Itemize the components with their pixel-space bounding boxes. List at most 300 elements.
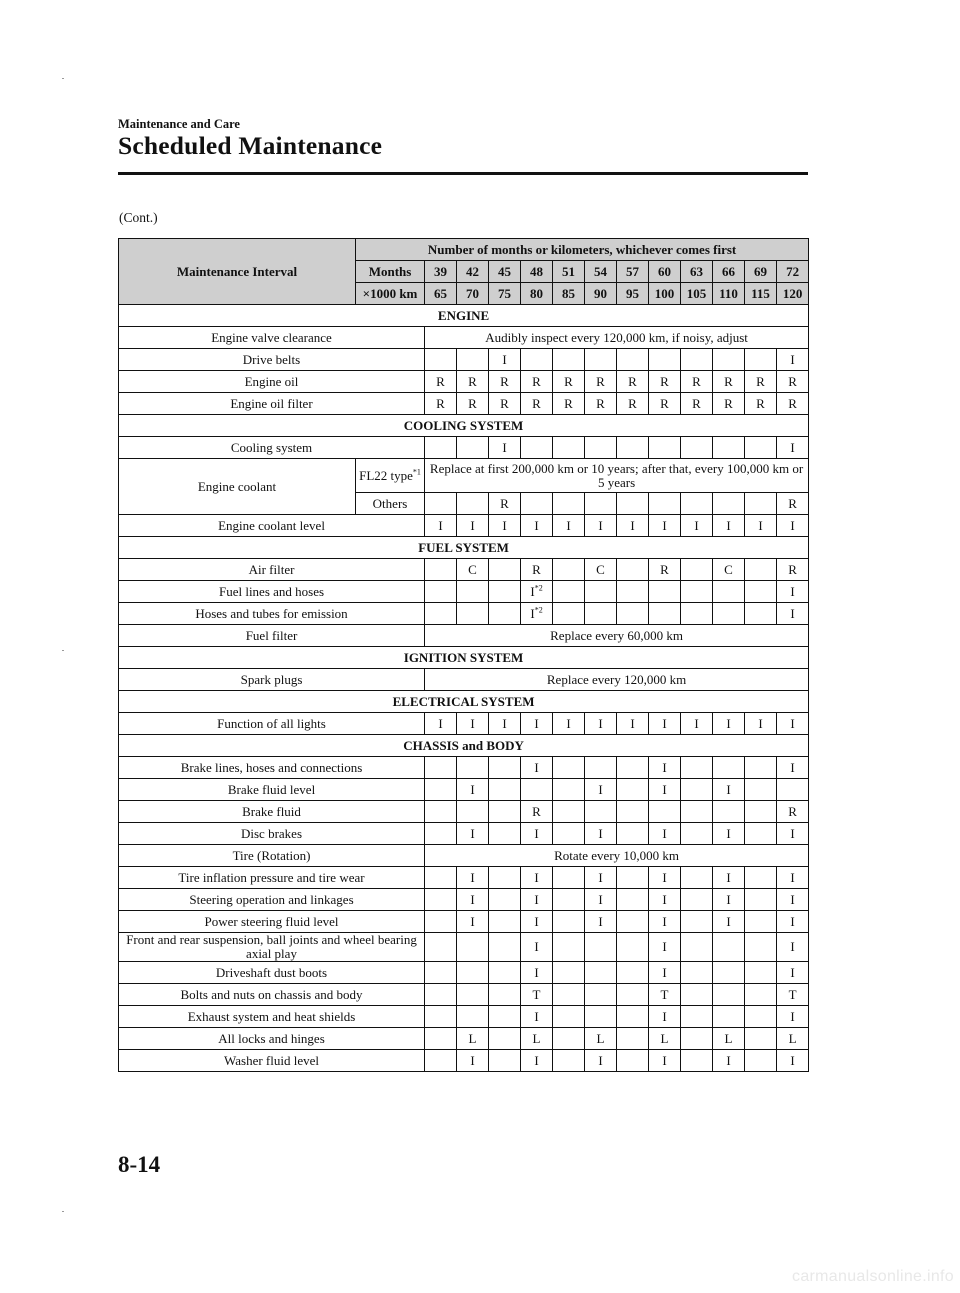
schedule-cell bbox=[489, 984, 521, 1006]
schedule-cell bbox=[585, 801, 617, 823]
schedule-cell bbox=[681, 349, 713, 371]
row-label: Tire (Rotation) bbox=[119, 845, 425, 867]
schedule-cell: R bbox=[745, 393, 777, 415]
schedule-cell: I bbox=[649, 933, 681, 962]
schedule-cell: I bbox=[777, 1006, 809, 1028]
schedule-cell: I bbox=[521, 713, 553, 735]
schedule-cell bbox=[617, 779, 649, 801]
schedule-cell bbox=[553, 933, 585, 962]
month-value: 48 bbox=[521, 261, 553, 283]
span-note: Replace every 120,000 km bbox=[425, 669, 809, 691]
schedule-cell bbox=[681, 962, 713, 984]
schedule-cell: R bbox=[617, 371, 649, 393]
schedule-cell: I bbox=[457, 515, 489, 537]
row-label: Brake fluid level bbox=[119, 779, 425, 801]
schedule-cell: I bbox=[777, 349, 809, 371]
schedule-cell: I bbox=[649, 1006, 681, 1028]
schedule-cell: I bbox=[745, 515, 777, 537]
schedule-cell: I bbox=[521, 515, 553, 537]
schedule-cell: I bbox=[713, 911, 745, 933]
schedule-cell bbox=[745, 757, 777, 779]
schedule-cell: R bbox=[457, 393, 489, 415]
schedule-cell: R bbox=[553, 371, 585, 393]
schedule-cell: I bbox=[521, 1050, 553, 1072]
schedule-cell: R bbox=[425, 371, 457, 393]
month-value: 69 bbox=[745, 261, 777, 283]
schedule-cell: I bbox=[649, 757, 681, 779]
schedule-cell bbox=[553, 559, 585, 581]
schedule-cell bbox=[681, 984, 713, 1006]
row-label: Exhaust system and heat shields bbox=[119, 1006, 425, 1028]
schedule-cell bbox=[489, 801, 521, 823]
schedule-cell: I bbox=[521, 933, 553, 962]
schedule-cell: I bbox=[649, 889, 681, 911]
schedule-cell bbox=[681, 911, 713, 933]
schedule-cell bbox=[617, 867, 649, 889]
cell-value: I bbox=[530, 605, 535, 621]
schedule-cell bbox=[681, 559, 713, 581]
schedule-cell bbox=[457, 581, 489, 603]
km-value: 80 bbox=[521, 283, 553, 305]
schedule-cell: I bbox=[489, 437, 521, 459]
registration-mark bbox=[62, 78, 64, 79]
schedule-cell: R bbox=[649, 371, 681, 393]
row-label: Driveshaft dust boots bbox=[119, 962, 425, 984]
row-label: Air filter bbox=[119, 559, 425, 581]
cell-value: I bbox=[530, 583, 535, 599]
section-heading: CHASSIS and BODY bbox=[119, 735, 809, 757]
schedule-cell bbox=[745, 1028, 777, 1050]
schedule-cell: I bbox=[425, 713, 457, 735]
schedule-cell: C bbox=[457, 559, 489, 581]
month-value: 66 bbox=[713, 261, 745, 283]
km-value: 100 bbox=[649, 283, 681, 305]
schedule-cell: R bbox=[585, 393, 617, 415]
schedule-cell bbox=[745, 1006, 777, 1028]
schedule-cell bbox=[713, 437, 745, 459]
schedule-cell bbox=[649, 437, 681, 459]
row-label: Fuel lines and hoses bbox=[119, 581, 425, 603]
schedule-cell: I bbox=[649, 911, 681, 933]
schedule-cell: I bbox=[457, 889, 489, 911]
schedule-cell: I bbox=[649, 713, 681, 735]
row-label: Engine coolant level bbox=[119, 515, 425, 537]
schedule-cell: I bbox=[617, 713, 649, 735]
row-label: Spark plugs bbox=[119, 669, 425, 691]
schedule-cell: R bbox=[777, 801, 809, 823]
schedule-cell bbox=[585, 349, 617, 371]
schedule-cell: I bbox=[521, 889, 553, 911]
row-label: Engine valve clearance bbox=[119, 327, 425, 349]
schedule-cell bbox=[617, 757, 649, 779]
schedule-cell: I bbox=[713, 713, 745, 735]
schedule-cell: R bbox=[713, 371, 745, 393]
schedule-cell bbox=[553, 1050, 585, 1072]
schedule-cell: I bbox=[777, 889, 809, 911]
schedule-cell bbox=[713, 581, 745, 603]
schedule-cell bbox=[681, 757, 713, 779]
schedule-cell bbox=[457, 801, 489, 823]
schedule-cell: R bbox=[521, 801, 553, 823]
schedule-cell bbox=[489, 757, 521, 779]
registration-mark bbox=[62, 650, 64, 651]
schedule-cell: R bbox=[521, 393, 553, 415]
schedule-cell bbox=[489, 962, 521, 984]
schedule-cell: L bbox=[457, 1028, 489, 1050]
row-label: Brake fluid bbox=[119, 801, 425, 823]
schedule-cell: I bbox=[713, 515, 745, 537]
schedule-cell bbox=[745, 779, 777, 801]
schedule-cell bbox=[745, 933, 777, 962]
row-label: All locks and hinges bbox=[119, 1028, 425, 1050]
schedule-cell bbox=[617, 823, 649, 845]
schedule-cell bbox=[425, 823, 457, 845]
schedule-cell: I bbox=[457, 823, 489, 845]
schedule-cell bbox=[745, 1050, 777, 1072]
row-label: Hoses and tubes for emission bbox=[119, 603, 425, 625]
schedule-cell: I bbox=[585, 867, 617, 889]
schedule-cell bbox=[553, 349, 585, 371]
schedule-cell bbox=[457, 437, 489, 459]
schedule-cell: I bbox=[457, 867, 489, 889]
schedule-cell bbox=[585, 437, 617, 459]
schedule-cell bbox=[649, 581, 681, 603]
schedule-cell bbox=[489, 603, 521, 625]
schedule-cell: I bbox=[777, 437, 809, 459]
schedule-cell: I bbox=[713, 867, 745, 889]
schedule-cell: R bbox=[681, 393, 713, 415]
title-rule bbox=[118, 172, 808, 175]
page-number: 8-14 bbox=[118, 1152, 161, 1177]
schedule-cell: I bbox=[585, 713, 617, 735]
schedule-cell bbox=[489, 779, 521, 801]
schedule-cell: I bbox=[681, 713, 713, 735]
schedule-cell bbox=[617, 1050, 649, 1072]
schedule-cell bbox=[745, 801, 777, 823]
schedule-cell bbox=[681, 1050, 713, 1072]
schedule-cell bbox=[713, 603, 745, 625]
schedule-cell bbox=[713, 933, 745, 962]
schedule-cell bbox=[745, 962, 777, 984]
schedule-cell bbox=[713, 349, 745, 371]
schedule-cell: C bbox=[713, 559, 745, 581]
month-value: 42 bbox=[457, 261, 489, 283]
schedule-cell: I bbox=[489, 349, 521, 371]
schedule-cell bbox=[681, 1006, 713, 1028]
schedule-cell bbox=[489, 911, 521, 933]
page-title: Scheduled Maintenance bbox=[118, 131, 383, 160]
interval-header: Maintenance Interval bbox=[119, 239, 356, 305]
schedule-cell: I bbox=[489, 713, 521, 735]
schedule-cell bbox=[745, 581, 777, 603]
schedule-cell bbox=[681, 889, 713, 911]
schedule-cell bbox=[553, 1028, 585, 1050]
maintenance-schedule-table bbox=[118, 238, 809, 1072]
schedule-cell: R bbox=[489, 493, 521, 515]
km-value: 115 bbox=[745, 283, 777, 305]
schedule-cell bbox=[553, 779, 585, 801]
schedule-cell bbox=[425, 349, 457, 371]
section-heading: ENGINE bbox=[119, 305, 809, 327]
month-value: 60 bbox=[649, 261, 681, 283]
schedule-cell bbox=[553, 823, 585, 845]
schedule-cell: R bbox=[713, 393, 745, 415]
schedule-cell: I bbox=[585, 515, 617, 537]
month-value: 54 bbox=[585, 261, 617, 283]
schedule-cell bbox=[617, 349, 649, 371]
schedule-cell bbox=[457, 493, 489, 515]
schedule-cell: T bbox=[777, 984, 809, 1006]
row-label: Disc brakes bbox=[119, 823, 425, 845]
row-label: Fuel filter bbox=[119, 625, 425, 647]
schedule-cell bbox=[649, 493, 681, 515]
schedule-cell: I bbox=[553, 713, 585, 735]
schedule-cell bbox=[585, 757, 617, 779]
schedule-cell bbox=[617, 559, 649, 581]
schedule-cell: I bbox=[649, 823, 681, 845]
km-value: 90 bbox=[585, 283, 617, 305]
schedule-cell bbox=[649, 349, 681, 371]
schedule-cell: I bbox=[777, 933, 809, 962]
km-value: 70 bbox=[457, 283, 489, 305]
schedule-cell bbox=[425, 757, 457, 779]
schedule-cell: I bbox=[777, 911, 809, 933]
schedule-cell: R bbox=[553, 393, 585, 415]
schedule-cell bbox=[745, 867, 777, 889]
row-label: Bolts and nuts on chassis and body bbox=[119, 984, 425, 1006]
schedule-cell bbox=[489, 1050, 521, 1072]
km-label: ×1000 km bbox=[356, 283, 425, 305]
month-value: 63 bbox=[681, 261, 713, 283]
schedule-cell: R bbox=[649, 559, 681, 581]
schedule-cell bbox=[713, 757, 745, 779]
schedule-cell: I bbox=[553, 515, 585, 537]
schedule-cell: R bbox=[649, 393, 681, 415]
schedule-cell bbox=[745, 603, 777, 625]
schedule-cell bbox=[425, 603, 457, 625]
schedule-cell: R bbox=[457, 371, 489, 393]
schedule-cell: I bbox=[777, 515, 809, 537]
schedule-cell: I bbox=[777, 757, 809, 779]
schedule-cell bbox=[777, 779, 809, 801]
schedule-cell: I bbox=[617, 515, 649, 537]
schedule-cell bbox=[489, 559, 521, 581]
schedule-cell bbox=[713, 493, 745, 515]
schedule-cell bbox=[425, 889, 457, 911]
schedule-cell: T bbox=[521, 984, 553, 1006]
schedule-cell: I bbox=[585, 1050, 617, 1072]
schedule-cell bbox=[521, 349, 553, 371]
schedule-cell bbox=[425, 984, 457, 1006]
row-label: Washer fluid level bbox=[119, 1050, 425, 1072]
schedule-cell bbox=[489, 933, 521, 962]
schedule-cell bbox=[553, 962, 585, 984]
schedule-cell: R bbox=[777, 493, 809, 515]
schedule-cell bbox=[713, 984, 745, 1006]
row-label: Tire inflation pressure and tire wear bbox=[119, 867, 425, 889]
schedule-cell bbox=[553, 889, 585, 911]
schedule-cell bbox=[585, 493, 617, 515]
row-label: Power steering fluid level bbox=[119, 911, 425, 933]
schedule-cell: C bbox=[585, 559, 617, 581]
schedule-cell bbox=[457, 933, 489, 962]
schedule-cell: I bbox=[649, 779, 681, 801]
km-value: 120 bbox=[777, 283, 809, 305]
schedule-cell bbox=[617, 581, 649, 603]
schedule-cell: I bbox=[649, 867, 681, 889]
schedule-cell: I bbox=[521, 823, 553, 845]
schedule-cell: I bbox=[585, 823, 617, 845]
schedule-cell bbox=[425, 581, 457, 603]
schedule-cell: R bbox=[745, 371, 777, 393]
schedule-cell bbox=[425, 493, 457, 515]
schedule-cell: R bbox=[521, 371, 553, 393]
schedule-cell bbox=[489, 889, 521, 911]
schedule-cell bbox=[425, 911, 457, 933]
span-note: Replace every 60,000 km bbox=[425, 625, 809, 647]
km-value: 95 bbox=[617, 283, 649, 305]
row-label: Drive belts bbox=[119, 349, 425, 371]
schedule-cell: I bbox=[585, 779, 617, 801]
sub-label bbox=[356, 493, 425, 515]
schedule-cell bbox=[681, 437, 713, 459]
schedule-cell bbox=[617, 933, 649, 962]
schedule-cell bbox=[681, 581, 713, 603]
schedule-cell: I bbox=[521, 962, 553, 984]
schedule-cell bbox=[457, 962, 489, 984]
schedule-cell: R bbox=[777, 559, 809, 581]
row-label: Cooling system bbox=[119, 437, 425, 459]
month-value: 45 bbox=[489, 261, 521, 283]
schedule-cell: I bbox=[713, 823, 745, 845]
span-note: Rotate every 10,000 km bbox=[425, 845, 809, 867]
row-label: Engine oil filter bbox=[119, 393, 425, 415]
schedule-cell: I bbox=[489, 515, 521, 537]
schedule-cell bbox=[585, 581, 617, 603]
schedule-cell bbox=[489, 1006, 521, 1028]
schedule-cell: R bbox=[585, 371, 617, 393]
schedule-cell: R bbox=[777, 393, 809, 415]
schedule-cell bbox=[553, 581, 585, 603]
schedule-cell: L bbox=[777, 1028, 809, 1050]
schedule-cell bbox=[745, 984, 777, 1006]
schedule-cell bbox=[553, 437, 585, 459]
schedule-cell bbox=[425, 1050, 457, 1072]
schedule-cell: L bbox=[713, 1028, 745, 1050]
schedule-cell bbox=[617, 801, 649, 823]
schedule-cell bbox=[489, 581, 521, 603]
schedule-cell bbox=[553, 984, 585, 1006]
schedule-cell bbox=[425, 962, 457, 984]
schedule-cell bbox=[649, 603, 681, 625]
sub-label-text: FL22 type bbox=[359, 467, 413, 483]
schedule-cell: I bbox=[521, 757, 553, 779]
section-heading: ELECTRICAL SYSTEM bbox=[119, 691, 809, 713]
schedule-cell bbox=[489, 823, 521, 845]
months-label: Months bbox=[356, 261, 425, 283]
schedule-cell bbox=[553, 911, 585, 933]
breadcrumb: Maintenance and Care bbox=[118, 117, 240, 131]
schedule-cell bbox=[553, 1006, 585, 1028]
schedule-cell bbox=[425, 1028, 457, 1050]
schedule-cell: I bbox=[713, 1050, 745, 1072]
section-heading: IGNITION SYSTEM bbox=[119, 647, 809, 669]
month-value: 51 bbox=[553, 261, 585, 283]
schedule-cell bbox=[649, 801, 681, 823]
registration-mark bbox=[62, 1211, 64, 1212]
schedule-cell: L bbox=[521, 1028, 553, 1050]
row-label: Engine oil bbox=[119, 371, 425, 393]
schedule-cell: R bbox=[489, 371, 521, 393]
schedule-cell bbox=[425, 801, 457, 823]
row-label: Front and rear suspension, ball joints and wheel bearing axial play bbox=[119, 933, 425, 962]
sub-label bbox=[356, 459, 425, 493]
row-label: Steering operation and linkages bbox=[119, 889, 425, 911]
schedule-cell bbox=[521, 603, 553, 625]
schedule-cell: I bbox=[521, 867, 553, 889]
schedule-cell bbox=[553, 493, 585, 515]
month-value: 39 bbox=[425, 261, 457, 283]
span-note: Audibly inspect every 120,000 km, if noisy, adjust bbox=[425, 327, 809, 349]
schedule-cell bbox=[617, 984, 649, 1006]
schedule-cell bbox=[585, 933, 617, 962]
section-heading: COOLING SYSTEM bbox=[119, 415, 809, 437]
schedule-cell bbox=[521, 779, 553, 801]
schedule-cell: R bbox=[777, 371, 809, 393]
schedule-cell bbox=[745, 911, 777, 933]
schedule-cell: I bbox=[745, 713, 777, 735]
schedule-cell: I bbox=[713, 779, 745, 801]
schedule-cell bbox=[553, 603, 585, 625]
schedule-cell bbox=[713, 962, 745, 984]
schedule-cell: I bbox=[649, 1050, 681, 1072]
schedule-cell bbox=[617, 1006, 649, 1028]
schedule-cell bbox=[681, 779, 713, 801]
schedule-cell bbox=[521, 493, 553, 515]
schedule-cell bbox=[745, 493, 777, 515]
schedule-cell: I bbox=[777, 603, 809, 625]
schedule-cell bbox=[553, 757, 585, 779]
schedule-cell bbox=[489, 1028, 521, 1050]
schedule-cell bbox=[745, 437, 777, 459]
schedule-cell: I bbox=[777, 867, 809, 889]
schedule-cell bbox=[457, 984, 489, 1006]
footnote-marker: *2 bbox=[534, 583, 543, 593]
schedule-cell bbox=[745, 559, 777, 581]
schedule-cell bbox=[681, 1028, 713, 1050]
km-value: 75 bbox=[489, 283, 521, 305]
schedule-cell bbox=[681, 867, 713, 889]
schedule-cell bbox=[681, 823, 713, 845]
schedule-cell bbox=[681, 933, 713, 962]
schedule-cell bbox=[457, 349, 489, 371]
schedule-cell bbox=[681, 493, 713, 515]
schedule-cell bbox=[745, 349, 777, 371]
interval-note: Number of months or kilometers, whichever comes first bbox=[356, 239, 809, 261]
schedule-cell: R bbox=[521, 559, 553, 581]
section-heading: FUEL SYSTEM bbox=[119, 537, 809, 559]
schedule-cell: R bbox=[681, 371, 713, 393]
sub-label-text: Others bbox=[372, 495, 408, 511]
schedule-cell bbox=[617, 911, 649, 933]
schedule-cell bbox=[617, 1028, 649, 1050]
km-value: 105 bbox=[681, 283, 713, 305]
schedule-cell bbox=[553, 867, 585, 889]
schedule-cell bbox=[425, 779, 457, 801]
schedule-cell bbox=[617, 962, 649, 984]
month-value: 57 bbox=[617, 261, 649, 283]
schedule-cell: I bbox=[457, 713, 489, 735]
